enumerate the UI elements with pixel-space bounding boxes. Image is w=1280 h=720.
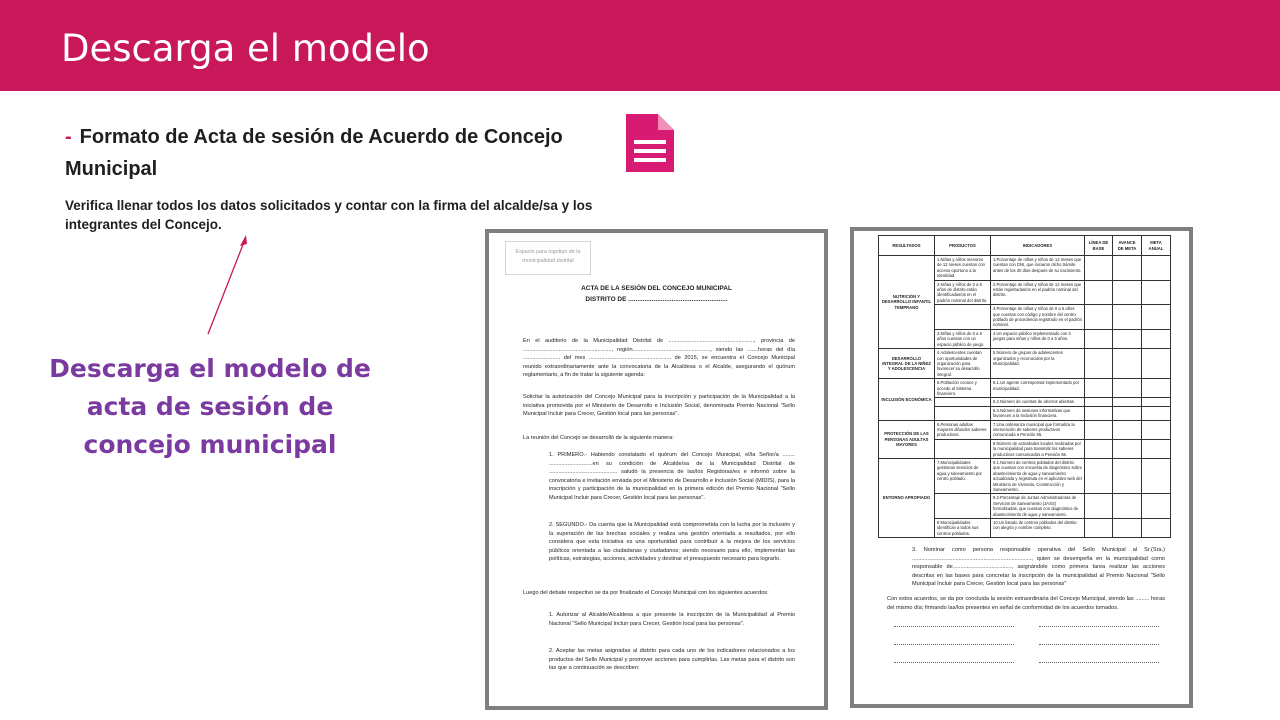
acta-paragraph: 2. Aceptar las metas asignadas al distrito para cada uno de los indicadores relacionados a los productos del Sello Municipal y promover acciones para cumplirlas. Las metas para el distrito son las que a continuación se describen: [549,648,795,672]
value-cell [1113,280,1142,305]
download-callout[interactable]: Descarga el modelo de acta de sesión de concejo municipal [49,354,371,459]
indicator-cell: 10.Un listado de centros poblados del distrito con alegría y nombre completo. [991,519,1085,538]
value-cell [1142,305,1171,330]
product-cell: 8.Municipalidades identifican a todos sus centros poblados. [935,519,991,538]
document-instruction: Verifica llenar todos los datos solicitados y contar con la firma del alcalde/sa y los integrantes del Concejo. [65,198,593,232]
signature-line [1039,662,1159,663]
product-cell: 7.Municipalidades gestionan servicios de agua y saneamiento por centro poblado. [935,459,991,494]
value-cell [1142,349,1171,379]
indicator-cell: 3.Porcentaje de niñas y niños de 0 a 5 años que cuentan con código y nombre del centro poblado de procedencia registrado en el padrón nominal. [991,305,1085,330]
product-cell [935,439,991,458]
column-header: AVANCE DE META [1113,236,1142,256]
result-cell: ENTORNO APROPIADO [879,459,935,538]
signature-line [894,662,1014,663]
indicator-cell: 8.Número de actividades locales realizadas por la municipalidad para transmitir los saberes productivos comunicados a Pensión 65. [991,439,1085,458]
value-cell [1085,280,1113,305]
product-cell: 4.Adolescentes cuentan con oportunidades de organización para favorecer su desarrollo integral. [935,349,991,379]
acta-preview-page-2[interactable] [850,227,1193,708]
product-cell: 5.Población conoce y accede al Sistema financiero. [935,379,991,398]
value-cell [1085,329,1113,348]
product-cell: 2.Niñas y niños de 0 a 5 años de distrito están identificadas/os en el padrón nominal del distrito. [935,280,991,305]
indicator-cell: 1.Porcentaje de niñas y niños de 12 meses que cuentan con DNI, que iniciaron dicho trámite antes de los 30 días después de su nacimiento. [991,256,1085,281]
indicator-cell: 9.1.Número de centros poblados del distrito que cuentan con encuesta de diagnóstico sobre abastecimiento de agua y saneamiento actualizada y registrada en el aplicativo web del Ministerio de Vivienda, Construcción y Saneamiento. [991,459,1085,494]
indicator-cell: 6.1.Un agente corresponsal implementado por municipalidad. [991,379,1085,398]
value-cell [1113,519,1142,538]
value-cell [1085,256,1113,281]
agreement-point-3: 3. Nominar como persona responsable operativa del Sello Municipal al Sr.(Sra.) ............................................................................., quien se desempeña en la municipalidad como responsable de......................................, asignándole como primera tarea realizar las acciones descritas en las bases para concretar la inscripción de la municipalidad al Premio Nacional "Sello Municipal Incluir para Crecer, Gestión local para las personas" [912,547,1165,587]
indicator-cell: 7.Una ordenanza municipal que formaliza la intervención de saberes productivos comunicada a Pensión 65. [991,420,1085,439]
value-cell [1142,280,1171,305]
value-cell [1085,305,1113,330]
value-cell [1085,459,1113,494]
acta-paragraph: En el auditorio de la Municipalidad Distrital de ......................................................., provincia de ........................................................., región.................................................., siendo las .......horas del día ........................ del mes ..................................................... de 2015, se encuentra el Concejo Municipal reunido extraordinariamente ante la convocatoria de la Alcaldesa o el Alcalde, asegurando el quórum reglamentario, a fin de tratar la siguiente agenda: [523,338,795,379]
indicator-cell: 6.2.Número de cuentas de ahorros abiertas. [991,398,1085,406]
acta-paragraph: La reunión del Concejo se desarrolló de la siguiente manera: [523,435,674,441]
signature-line [1039,626,1159,627]
table-row [879,256,1171,281]
acta-preview-page-1[interactable] [485,229,828,710]
acta-paragraph: 1. PRIMERO.- Habiendo constatado el quórum del Concejo Municipal, el/la Señor/a ........ ............................en su condición de Alcalde/sa de la Municipalidad Distrital de ............................................ saludó la presencia de las/los Regidoras/es e informó sobre la convocatoria e invitación enviada por el Ministerio de Desarrollo e Inclusión Social (MIDIS), para la inscripción y participación de la municipalidad en la primera edición del Premio Nacional "Sello Municipal Incluir para Crecer, Gestión local para las personas". [549,452,795,501]
value-cell [1085,494,1113,519]
column-header: LÍNEA DE BASE [1085,236,1113,256]
result-cell: PROTECCIÓN DE LAS PERSONAS ADULTAS MAYORES [879,420,935,458]
value-cell [1085,519,1113,538]
product-cell [935,494,991,519]
closing-paragraph: Con estos acuerdos, se da por concluida la sesión extraordinaria del Concejo Municipal, siendo las ......... horas del mismo día; firmando las/los presentes en señal de conformidad de los acuerdos tomados. [887,596,1165,611]
column-header: META ANUAL [1142,236,1171,256]
indicator-cell: 4.Un espacio público implementado con 3 juegos para niñas y niños de 0 a 5 años. [991,329,1085,348]
document-heading-text: Formato de Acta de sesión de Acuerdo de Concejo Municipal [65,126,563,180]
signature-line [1039,644,1159,645]
indicator-cell: 6.3.Número de sesiones informativas que favorecen a la Inclusión financiera. [991,406,1085,420]
product-cell [935,305,991,330]
table-row [879,459,1171,494]
acta-paragraph: Solicitar la autorización del Concejo Municipal para la inscripción y participación de la Municipalidad a la iniciativa promovida por el Ministerio de Desarrollo e Inclusión Social, denominada Premio Nacional "Sello Municipal Incluir para Crecer, Gestión local para las personas". [523,394,795,418]
table-header-row [879,236,1171,256]
value-cell [1142,256,1171,281]
value-cell [1113,406,1142,420]
value-cell [1113,256,1142,281]
value-cell [1142,406,1171,420]
value-cell [1142,379,1171,398]
product-cell: 1.Niñas y niños menores de 12 meses cuentan con acceso oportuno a la Identidad. [935,256,991,281]
table-row [879,379,1171,398]
acta-title-line1: ACTA DE LA SESIÓN DEL CONCEJO MUNICIPAL [581,285,732,292]
header-bar [0,0,1280,91]
value-cell [1113,398,1142,406]
acta-title-line2: DISTRITO DE ....................................................... [585,296,728,303]
column-header: PRODUCTOS [935,236,991,256]
result-cell: NUTRICIÓN Y DESARROLLO INFANTIL TEMPRANO [879,256,935,349]
logo-placeholder: Espacio para logotipo de la municipalidad distrital [505,241,591,275]
product-cell: 3.Niñas y niños de 0 a 5 años cuentan con un espacio público de juego. [935,329,991,348]
table-row [879,349,1171,379]
value-cell [1113,379,1142,398]
page-title: Descarga el modelo [61,27,430,70]
bullet-dash: - [65,126,72,148]
value-cell [1142,459,1171,494]
acta-paragraph: Luego del debate respectivo se da por finalizado el Concejo Municipal con los siguientes acuerdos: [523,590,769,596]
value-cell [1142,494,1171,519]
indicator-cell: 2.Porcentaje de niñas y niños de 12 meses que están registradas/os en el padrón nominal del distrito. [991,280,1085,305]
document-icon[interactable] [626,114,674,172]
column-header: RESULTADOS [879,236,935,256]
value-cell [1113,329,1142,348]
result-cell: DESARROLLO INTEGRAL DE LA NIÑEZ Y ADOLESCENCIA [879,349,935,379]
product-cell [935,406,991,420]
value-cell [1142,329,1171,348]
value-cell [1085,439,1113,458]
value-cell [1113,439,1142,458]
value-cell [1113,459,1142,494]
value-cell [1113,349,1142,379]
acta-title [489,283,824,305]
document-heading[interactable] [65,121,600,185]
value-cell [1142,519,1171,538]
signature-line [894,644,1014,645]
indicator-cell: 5.Número de grupos de adolescentes organizados y reconocidos por la Municipalidad. [991,349,1085,379]
acta-paragraph: 2. SEGUNDO.- Da cuenta que la Municipalidad está comprometida con la lucha por la inclusión y la superación de las brechas sociales y realiza una gestión orientada a resultados, por ello considera que esta iniciativa es una oportunidad para contribuir a la mejora de los servicios públicos orientada a las ciudadanas y ciudadanos; siendo necesario para ello, implementar las políticas, estrategias, acciones, actividades y destinar el presupuesto necesario para lograrlo. [549,522,795,563]
indicators-table [878,235,1171,538]
product-cell: 6.Personas adultas mayores difunden saberes productivos. [935,420,991,439]
column-header: INDICADORES [991,236,1085,256]
indicator-cell: 9.2.Porcentaje de Juntas Administradoras de Servicios de Saneamiento (JASS) formalizadas, que cuentan con diagnóstico de abastecimiento de agua y saneamiento. [991,494,1085,519]
value-cell [1085,406,1113,420]
value-cell [1142,439,1171,458]
value-cell [1113,420,1142,439]
value-cell [1085,349,1113,379]
acta-paragraph: 1. Autorizar al Alcalde/Alcaldesa a que presente la inscripción de la Municipalidad al Premio Nacional "Sello Municipal Incluir para Crecer, Gestión local para las personas". [549,612,795,627]
result-cell: INCLUSIÓN ECONÓMICA [879,379,935,420]
table-row [879,420,1171,439]
value-cell [1085,398,1113,406]
signature-line [894,626,1014,627]
value-cell [1113,305,1142,330]
value-cell [1142,398,1171,406]
product-cell [935,398,991,406]
value-cell [1085,379,1113,398]
value-cell [1142,420,1171,439]
value-cell [1113,494,1142,519]
value-cell [1085,420,1113,439]
